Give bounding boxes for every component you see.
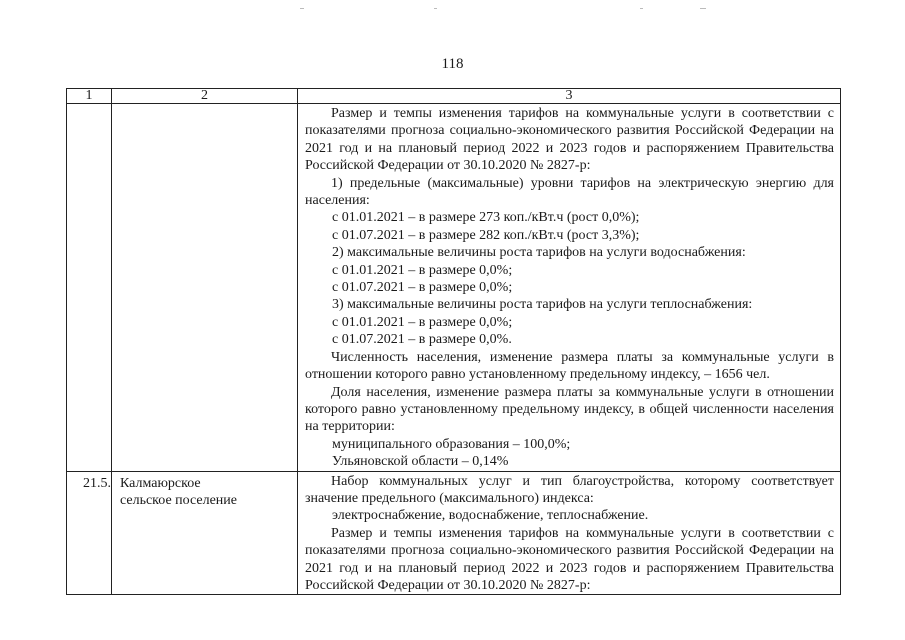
paragraph: Ульяновской области – 0,14%: [332, 454, 509, 470]
settlement-name-cell: [112, 471, 298, 595]
paragraph: 3) максимальные величины роста тарифов на услуги теплоснабжения:: [332, 297, 753, 313]
scan-artifacts: [0, 8, 905, 12]
paragraph: с 01.07.2021 – в размере 0,0%;: [332, 280, 513, 296]
column-header-2: 2: [112, 89, 298, 104]
paragraph: с 01.01.2021 – в размере 0,0%;: [332, 314, 513, 330]
column-header-3: 3: [298, 89, 841, 104]
paragraph: муниципального образования – 100,0%;: [332, 436, 571, 452]
description-cell: [298, 471, 841, 595]
table-row: [67, 104, 841, 472]
settlement-name-line: сельское поселение: [120, 492, 237, 508]
settlement-name-cell: [112, 104, 298, 472]
paragraph: с 01.07.2021 – в размере 0,0%.: [332, 332, 512, 348]
paragraph: Размер и темпы изменения тарифов на коммунальные услуги в соответствии с показателями прогноза социально-экономического развития Российской Федерации на 2021 год и на плановый период 2022 и 2023 годов и распоряжением Правительства Российской Федерации от 30.10.2020 № 2827-р:: [305, 525, 834, 593]
paragraph: электроснабжение, водоснабжение, теплоснабжение.: [332, 508, 649, 524]
description-cell: [298, 104, 841, 472]
page-number: 118: [441, 56, 464, 72]
paragraph: с 01.07.2021 – в размере 282 коп./кВт.ч (рост 3,3%);: [332, 227, 640, 243]
paragraph: 2) максимальные величины роста тарифов на услуги водоснабжения:: [332, 245, 746, 261]
paragraph: 1) предельные (максимальные) уровни тарифов на электрическую энергию для населения:: [305, 175, 834, 209]
row-number-cell: [67, 104, 112, 472]
paragraph: Доля населения, изменение размера платы за коммунальные услуги в отношении которого равно установленному предельному индексу, в общей численности населения на территории:: [305, 384, 834, 435]
table-row: [67, 471, 841, 595]
paragraph: с 01.01.2021 – в размере 0,0%;: [332, 262, 513, 278]
paragraph: Численность населения, изменение размера платы за коммунальные услуги в отношении которого равно установленному предельному индексу, – 1656 чел.: [305, 349, 834, 383]
paragraph: Набор коммунальных услуг и тип благоустройства, которому соответствует значение предельного (максимального) индекса:: [305, 473, 834, 506]
document-table: [66, 88, 841, 595]
paragraph: Размер и темпы изменения тарифов на коммунальные услуги в соответствии с показателями прогноза социально-экономического развития Российской Федерации на 2021 год и на плановый период 2022 и 2023 годов и распоряжением Правительства Российской Федерации от 30.10.2020 № 2827-р:: [305, 106, 834, 174]
settlement-name-line: Калмаюрское: [120, 475, 201, 491]
row-number-cell: 21.5.: [67, 471, 112, 595]
table-header-row: [67, 89, 841, 104]
paragraph: с 01.01.2021 – в размере 273 коп./кВт.ч (рост 0,0%);: [332, 210, 640, 226]
column-header-1: 1: [67, 89, 112, 104]
